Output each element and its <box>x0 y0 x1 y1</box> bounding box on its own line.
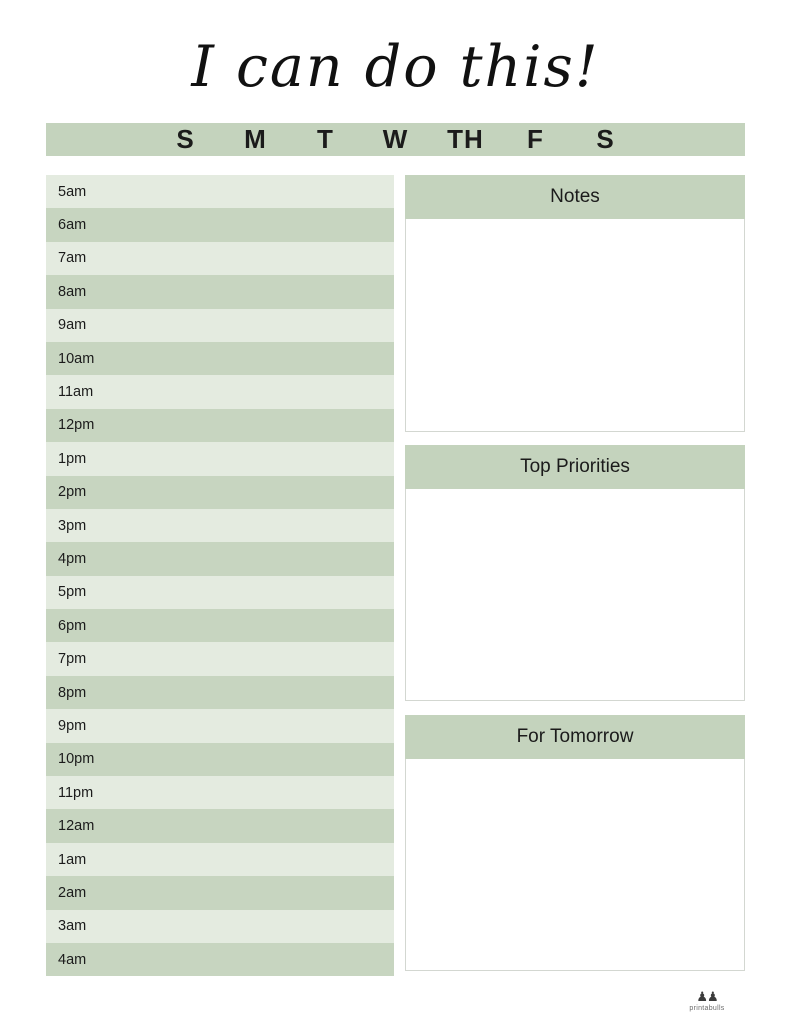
schedule-row[interactable] <box>46 208 394 241</box>
schedule-row[interactable] <box>46 876 394 909</box>
schedule-row[interactable] <box>46 375 394 408</box>
day-label-wednesday: W <box>382 124 409 154</box>
time-label: 6am <box>58 217 87 234</box>
time-label: 8pm <box>58 684 87 701</box>
time-label: 10am <box>58 350 95 367</box>
top-priorities-writing-area[interactable] <box>405 489 745 701</box>
page-title: I can do this! <box>191 34 600 100</box>
time-label: 7pm <box>58 651 87 668</box>
notes-writing-area[interactable] <box>405 219 745 432</box>
schedule-row[interactable] <box>46 275 394 308</box>
for-tomorrow-writing-area[interactable] <box>405 759 745 971</box>
time-label: 3pm <box>58 517 87 534</box>
schedule-row[interactable] <box>46 342 394 375</box>
day-label-thursday: TH <box>447 124 484 154</box>
schedule-row[interactable] <box>46 843 394 876</box>
schedule-row[interactable] <box>46 309 394 342</box>
day-label-tuesday: T <box>317 124 334 154</box>
notes-panel-title: Notes <box>405 175 745 219</box>
schedule-row[interactable] <box>46 242 394 275</box>
top-priorities-panel-title: Top Priorities <box>405 445 745 489</box>
brand-footer <box>667 990 747 1012</box>
time-label: 4am <box>58 951 87 968</box>
time-label: 1pm <box>58 450 87 467</box>
schedule-row[interactable] <box>46 642 394 675</box>
schedule-row[interactable] <box>46 776 394 809</box>
brand-name: printabulls <box>689 1005 725 1012</box>
time-label: 5pm <box>58 584 87 601</box>
time-label: 5am <box>58 183 87 200</box>
for-tomorrow-panel-title: For Tomorrow <box>405 715 745 759</box>
bull-logo-icon: ♟♟ <box>696 989 718 1004</box>
time-label: 11am <box>58 384 94 401</box>
hourly-schedule <box>46 175 394 976</box>
day-label-friday: F <box>527 124 544 154</box>
time-label: 1am <box>58 851 87 868</box>
day-label-sunday: S <box>176 124 195 154</box>
schedule-row[interactable] <box>46 609 394 642</box>
time-label: 2am <box>58 884 87 901</box>
time-label: 12am <box>58 818 95 835</box>
time-label: 3am <box>58 918 87 935</box>
schedule-row[interactable] <box>46 676 394 709</box>
schedule-row[interactable] <box>46 709 394 742</box>
schedule-row[interactable] <box>46 409 394 442</box>
time-label: 4pm <box>58 550 87 567</box>
day-label-saturday: S <box>596 124 615 154</box>
notes-panel <box>405 175 745 432</box>
time-label: 10pm <box>58 751 95 768</box>
schedule-row[interactable] <box>46 175 394 208</box>
time-label: 6pm <box>58 617 87 634</box>
time-label: 12pm <box>58 417 95 434</box>
days-of-week-list <box>151 124 641 155</box>
time-label: 7am <box>58 250 87 267</box>
schedule-row[interactable] <box>46 509 394 542</box>
for-tomorrow-panel <box>405 715 745 971</box>
schedule-row[interactable] <box>46 743 394 776</box>
time-label: 2pm <box>58 484 87 501</box>
days-of-week-bar <box>46 123 745 156</box>
time-label: 11pm <box>58 784 94 801</box>
schedule-row[interactable] <box>46 943 394 976</box>
day-label-monday: M <box>244 124 267 154</box>
schedule-row[interactable] <box>46 542 394 575</box>
schedule-row[interactable] <box>46 910 394 943</box>
time-label: 9pm <box>58 717 87 734</box>
time-label: 9am <box>58 317 87 334</box>
schedule-row[interactable] <box>46 809 394 842</box>
schedule-row[interactable] <box>46 442 394 475</box>
schedule-row[interactable] <box>46 476 394 509</box>
top-priorities-panel <box>405 445 745 701</box>
schedule-row[interactable] <box>46 576 394 609</box>
time-label: 8am <box>58 283 87 300</box>
